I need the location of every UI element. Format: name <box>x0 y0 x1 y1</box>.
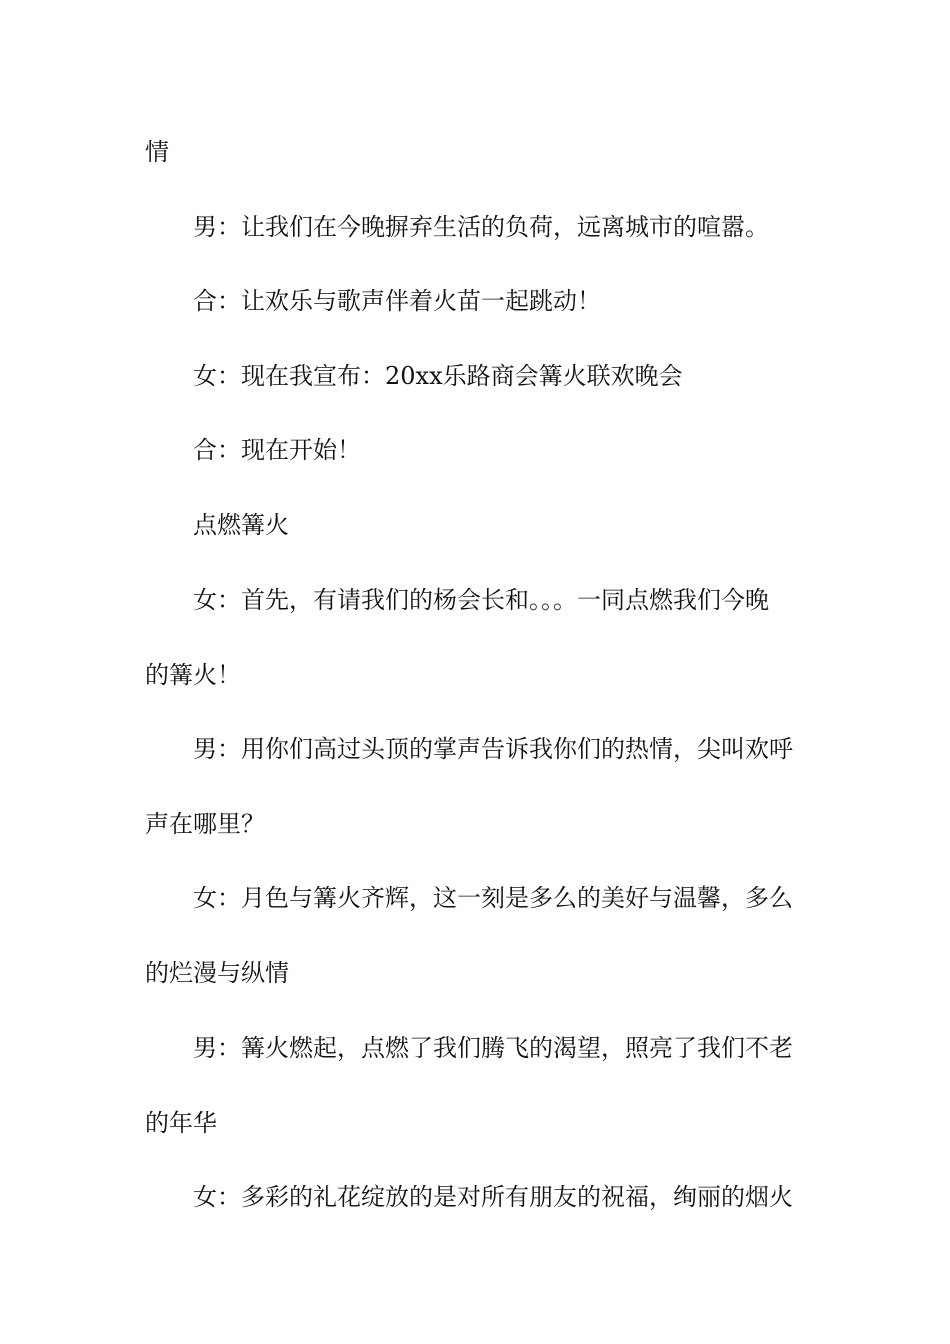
text-line: 合：让欢乐与歌声伴着火苗一起跳动！ <box>193 287 601 315</box>
text-line: 男：用你们高过头顶的掌声告诉我你们的热情，尖叫欢呼 <box>193 735 793 763</box>
text-line: 女：月色与篝火齐辉，这一刻是多么的美好与温馨，多么 <box>193 884 793 912</box>
text-line: 声在哪里？ <box>145 810 265 838</box>
text-line: 情 <box>145 138 169 166</box>
text-line: 的烂漫与纵情 <box>145 959 289 987</box>
section-heading: 点燃篝火 <box>193 511 289 539</box>
text-line: 女：首先，有请我们的杨会长和。。。一同点燃我们今晚 <box>193 586 769 614</box>
text-line: 男：让我们在今晚摒弃生活的负荷，远离城市的喧嚣。 <box>193 213 769 241</box>
text-line: 女：现在我宣布：20xx乐路商会篝火联欢晚会 <box>193 362 683 390</box>
text-line: 的篝火！ <box>145 661 241 689</box>
text-line: 男：篝火燃起，点燃了我们腾飞的渴望，照亮了我们不老 <box>193 1034 793 1062</box>
text-line: 女：多彩的礼花绽放的是对所有朋友的祝福，绚丽的烟火 <box>193 1183 793 1211</box>
text-line: 的年华 <box>145 1109 217 1137</box>
text-line: 合：现在开始！ <box>193 436 361 464</box>
